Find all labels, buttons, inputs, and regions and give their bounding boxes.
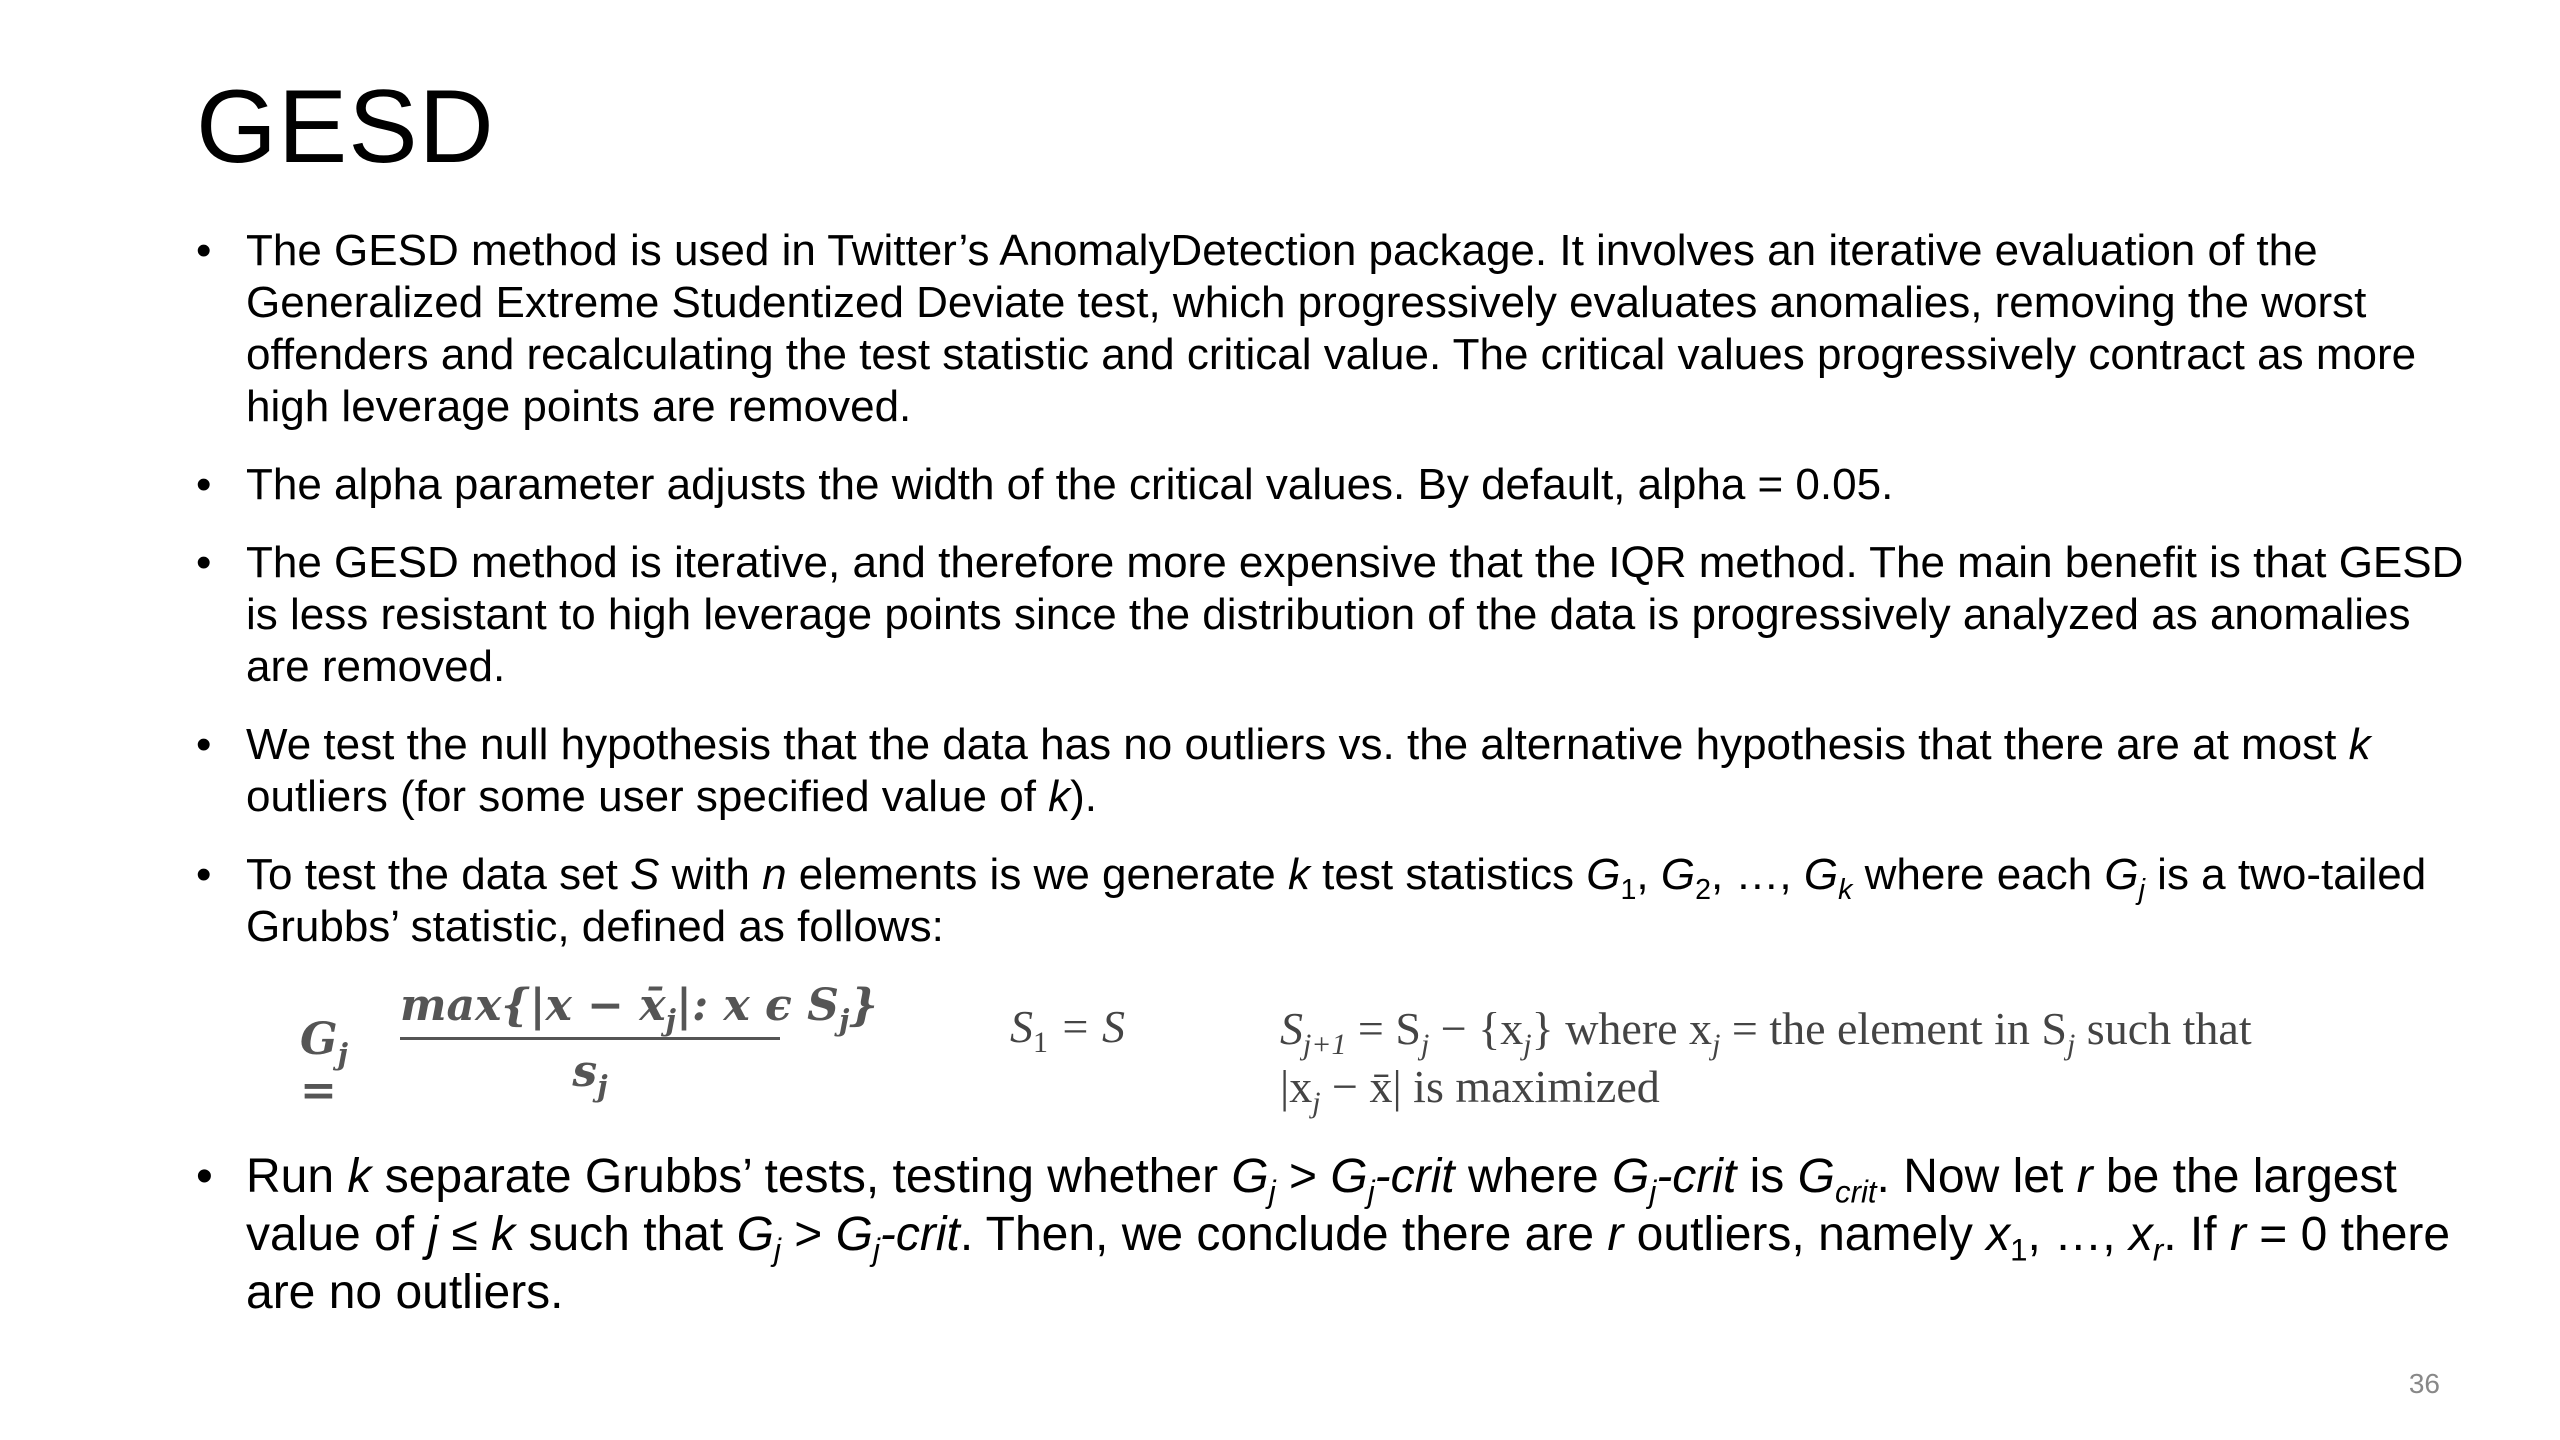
bullet-glyph: • (196, 850, 212, 899)
bullet-glyph: • (196, 226, 212, 275)
bullet-text: The GESD method is iterative, and therefore more expensive that the IQR method. The main benefit is that GESD is less resistant to high leverage points since the distribution of the data is progressively analyzed as anomalies are removed. (246, 538, 2464, 691)
bullet-glyph: • (196, 1150, 213, 1203)
bullet-list (196, 225, 2486, 979)
bullet-text: To test the data set S with n elements is we generate k test statistics $G_1$, $G_2$, …, $G_k$ where each $G_j$ is a two-tailed Grubbs’ statistic, defined as follows: (246, 850, 2427, 951)
bullet-text: We test the null hypothesis that the data has no outliers vs. the alternative hypothesis that there are at most k outliers (for some user specified value of k). (246, 720, 2371, 821)
s1-definition: $S_1 = S$ (1010, 1001, 1125, 1060)
grubbs-fraction: $\max\{|x - x̄_j|$: x ϵ $S_j$} $s_j$ (400, 980, 878, 1103)
bullet-alpha (196, 459, 2486, 511)
formula-row: $G_j$ = $\max\{|x - x̄_j|$: x ϵ $S_j$} $s_j$ $S_1 = S$ $S_{j+1} = S_j - \{x_j\}$ where $x_j$ = the element in $S_j$ such that $|x_j$ − x̄| is maximized (300, 980, 2252, 1120)
slide-title: GESD (196, 69, 495, 185)
bottom-bullet-list (196, 1148, 2486, 1348)
bullet-text: The alpha parameter adjusts the width of the critical values. By default, alpha = 0.05. (246, 460, 1894, 509)
bullet-hypothesis (196, 719, 2486, 823)
bullet-iterative (196, 537, 2486, 693)
sj-definition: $S_{j+1} = S_j - \{x_j\}$ where $x_j$ = the element in $S_j$ such that $|x_j$ − x̄| is maximized (1280, 1003, 2252, 1120)
bullet-text: The GESD method is used in Twitter’s AnomalyDetection package. It involves an iterative evaluation of the Generalized Extreme Studentized Deviate test, which progressively evaluates anomalies, removing the worst offenders and recalculating the test statistic and critical value. The critical values progressively contract as more high leverage points are removed. (246, 226, 2417, 431)
bullet-glyph: • (196, 720, 212, 769)
bullet-run-tests (196, 1148, 2486, 1322)
bullet-glyph: • (196, 460, 212, 509)
page-number: 36 (2408, 1368, 2440, 1399)
bullet-text: Run k separate Grubbs’ tests, testing whether $G_j$ > $G_j$-crit where $G_j$-crit is $G_{crit}$. Now let r be the largest value of j ≤ k such that $G_j$ > $G_j$-crit. Then, we conclude there are r outliers, namely $x_1$, …, $x_r$. If r = 0 there are no outliers. (246, 1150, 2451, 1319)
bullet-test-statistics (196, 849, 2486, 953)
bullet-gesd-intro (196, 225, 2486, 433)
bullet-glyph: • (196, 538, 212, 587)
